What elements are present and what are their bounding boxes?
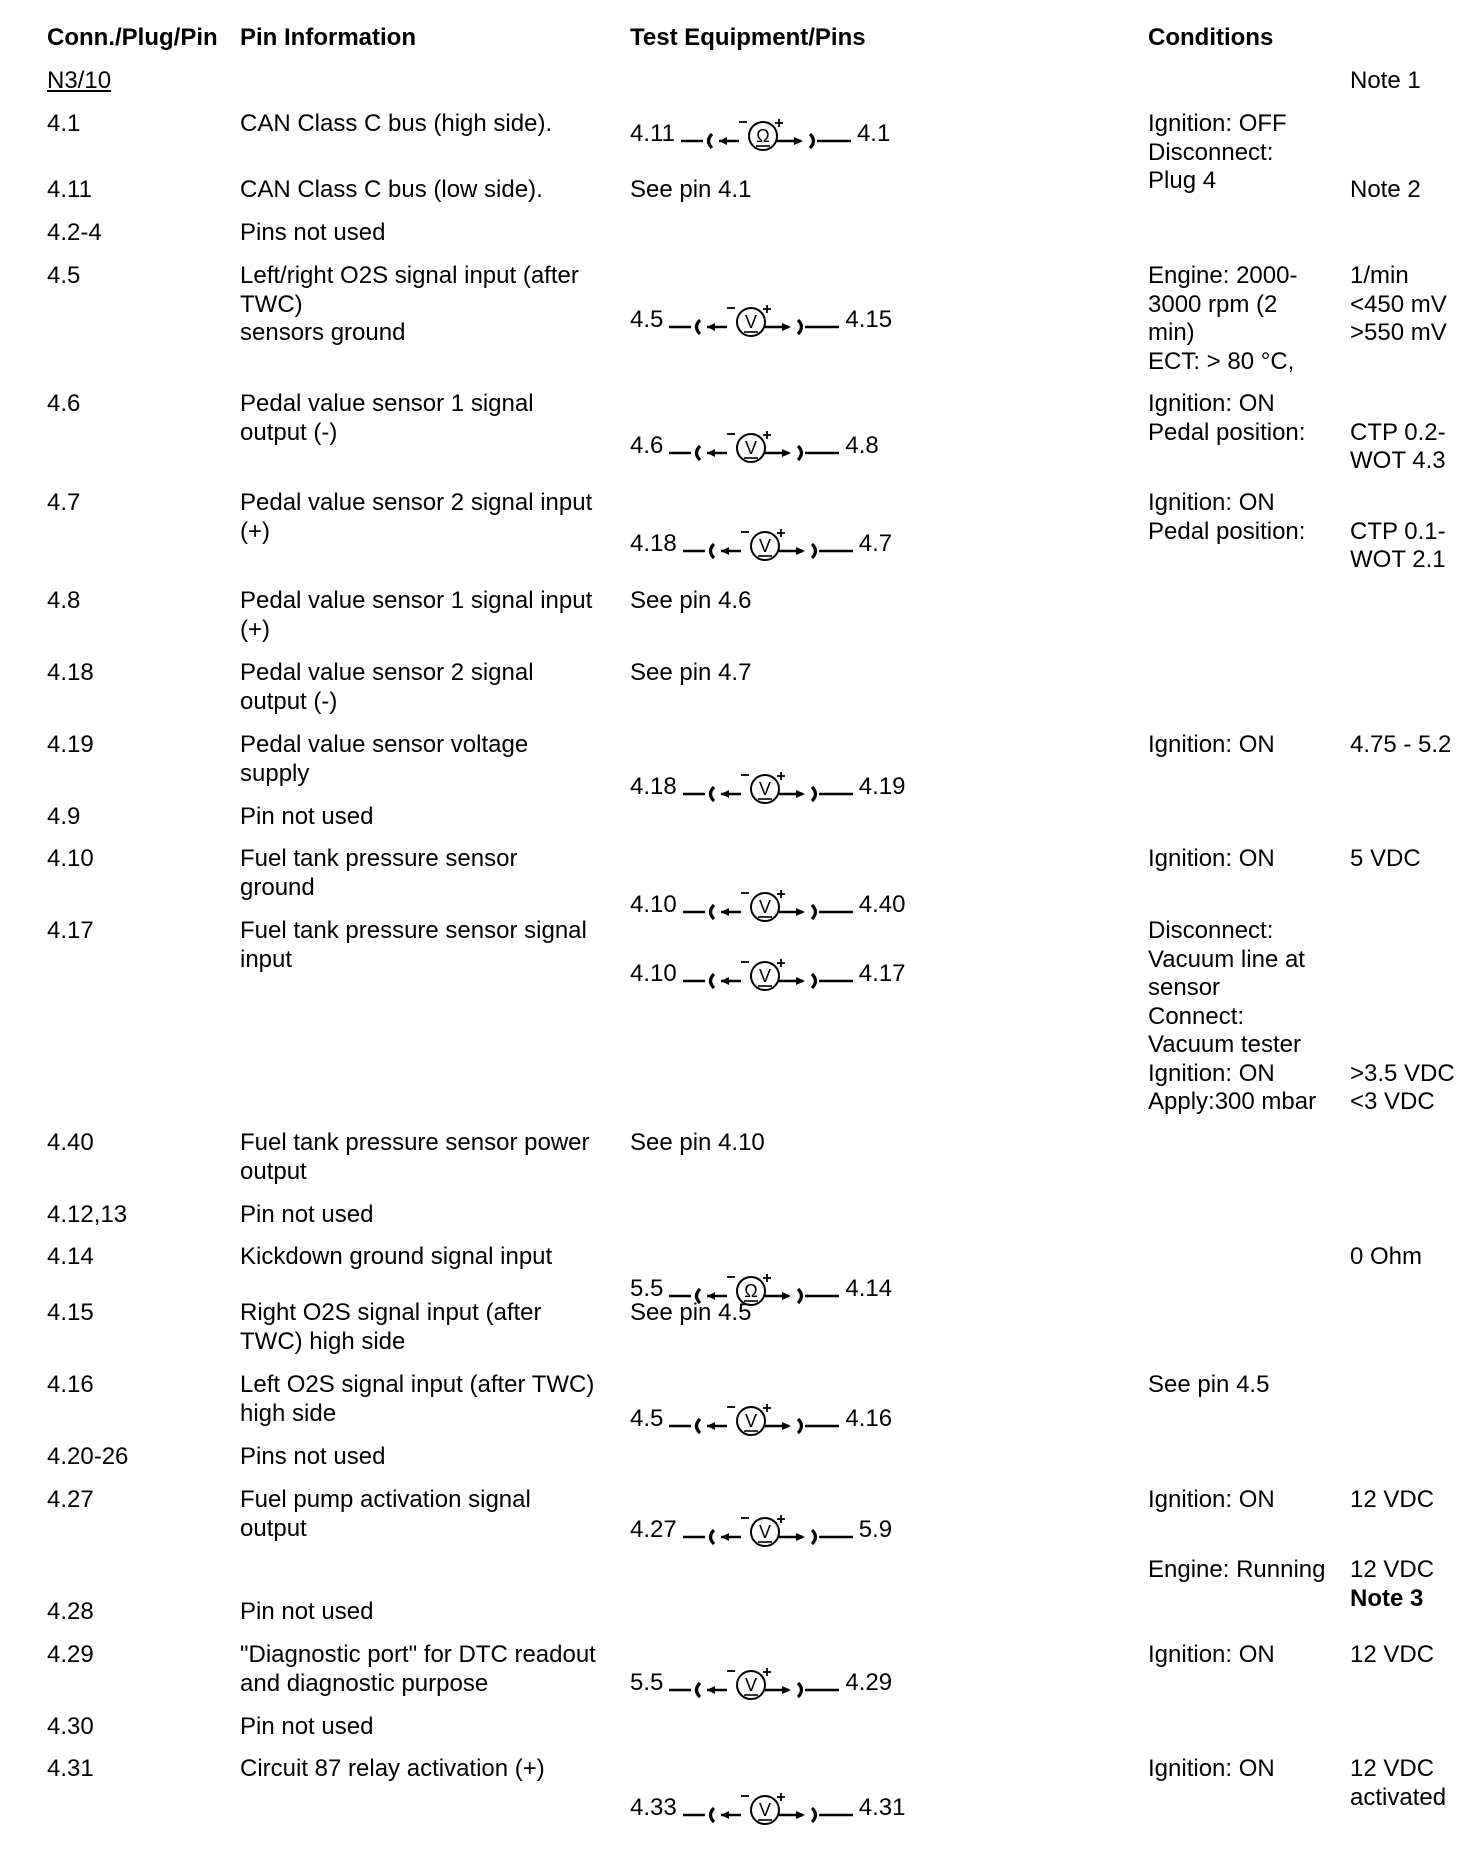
meter-connection — [630, 112, 890, 156]
meter-pin-to: 4.17 — [858, 960, 906, 987]
svg-text:V: V — [745, 1675, 758, 1695]
pin-information: "Diagnostic port" for DTC readout and diagnostic purpose — [240, 1641, 596, 1697]
test-reference: See pin 4.7 — [630, 659, 752, 686]
voltmeter-icon — [669, 298, 839, 342]
pin-information: Pin not used — [240, 1201, 374, 1228]
meter-pin-from: 4.10 — [630, 960, 677, 987]
header-conditions: Conditions — [1148, 24, 1274, 51]
pin-information: Fuel tank pressure sensor ground — [240, 845, 518, 901]
pin-information: Pin not used — [240, 1713, 374, 1740]
pin-number: 4.15 — [47, 1299, 94, 1326]
test-conditions: Engine: 2000- 3000 rpm (2 min) ECT: > 80 °C, — [1148, 262, 1298, 375]
expected-value: Note 2 — [1350, 176, 1421, 203]
svg-text:V: V — [758, 536, 771, 556]
pin-number: 4.1 — [47, 110, 81, 137]
voltmeter-icon — [683, 522, 853, 566]
meter-connection — [630, 952, 905, 996]
pin-information: Pedal value sensor 1 signal input (+) — [240, 587, 593, 643]
pin-information: Kickdown ground signal input — [240, 1243, 553, 1270]
test-conditions: Ignition: ON — [1148, 1486, 1275, 1513]
meter-connection — [630, 1508, 892, 1552]
pin-number: 4.5 — [47, 262, 81, 289]
expected-value: 12 VDC activated — [1350, 1755, 1447, 1811]
pin-number: 4.27 — [47, 1486, 94, 1513]
test-conditions: Disconnect: Vacuum line at sensor Connect: Vacuum tester Ignition: ON Apply:300 mbar — [1148, 917, 1317, 1115]
test-conditions: Ignition: ON Pedal position: — [1148, 489, 1306, 545]
meter-pin-to: 4.1 — [856, 120, 891, 147]
pin-number: 4.14 — [47, 1243, 94, 1270]
svg-text:Ω: Ω — [756, 126, 770, 146]
expected-value: 12 VDC — [1350, 1641, 1435, 1668]
pin-number: 4.7 — [47, 489, 81, 516]
expected-value: 0 Ohm — [1350, 1243, 1423, 1270]
meter-connection — [630, 1661, 892, 1705]
pin-information: Pin not used — [240, 803, 374, 830]
note-reference: Note 3 — [1350, 1584, 1424, 1612]
svg-text:V: V — [745, 312, 758, 332]
pin-number: 4.28 — [47, 1598, 94, 1625]
svg-text:V: V — [758, 897, 771, 917]
meter-pin-from: 4.33 — [630, 1794, 677, 1821]
voltmeter-icon — [683, 883, 853, 927]
pin-number: 4.19 — [47, 731, 94, 758]
header-conn: Conn./Plug/Pin — [47, 24, 218, 51]
meter-pin-from: 4.10 — [630, 891, 677, 918]
pin-information: Pins not used — [240, 219, 386, 246]
pin-number: 4.30 — [47, 1713, 94, 1740]
meter-pin-from: 5.5 — [630, 1669, 664, 1696]
header-test-equipment: Test Equipment/Pins — [630, 24, 866, 51]
pin-information: CAN Class C bus (low side). — [240, 176, 543, 203]
svg-text:V: V — [758, 779, 771, 799]
pin-information: Fuel pump activation signal output — [240, 1486, 531, 1542]
voltmeter-icon — [683, 952, 853, 996]
pin-information: Pin not used — [240, 1598, 374, 1625]
meter-pin-from: 4.5 — [630, 1405, 664, 1432]
expected-value: 1/min <450 mV >550 mV — [1350, 262, 1447, 346]
meter-connection — [630, 1786, 905, 1830]
meter-connection — [630, 883, 905, 927]
pin-information: Right O2S signal input (after TWC) high side — [240, 1299, 542, 1355]
meter-pin-from: 4.11 — [630, 120, 675, 147]
pin-number: 4.31 — [47, 1755, 94, 1782]
svg-text:V: V — [758, 966, 771, 986]
pin-number: 4.29 — [47, 1641, 94, 1668]
meter-pin-from: 4.6 — [630, 432, 664, 459]
pin-information: Pins not used — [240, 1443, 386, 1470]
meter-connection — [630, 765, 905, 809]
pin-information: Fuel tank pressure sensor power output — [240, 1129, 590, 1185]
meter-pin-to: 4.16 — [845, 1405, 893, 1432]
test-reference: See pin 4.6 — [630, 587, 752, 614]
pin-number: 4.8 — [47, 587, 81, 614]
svg-text:V: V — [758, 1800, 771, 1820]
test-conditions: Engine: Running — [1148, 1556, 1326, 1583]
test-conditions: Ignition: ON Pedal position: — [1148, 390, 1306, 446]
svg-text:V: V — [745, 1411, 758, 1431]
pin-information: CAN Class C bus (high side). — [240, 110, 553, 137]
header-pin-info: Pin Information — [240, 24, 416, 51]
voltmeter-icon — [669, 1661, 839, 1705]
pin-information: Left/right O2S signal input (after TWC) sensors ground — [240, 262, 579, 346]
meter-pin-from: 4.27 — [630, 1516, 677, 1543]
pin-number: 4.11 — [47, 176, 92, 203]
expected-value: Note 1 — [1350, 67, 1421, 94]
meter-pin-to: 4.14 — [845, 1275, 893, 1302]
test-conditions: Ignition: ON — [1148, 1641, 1275, 1668]
meter-pin-to: 4.31 — [858, 1794, 906, 1821]
test-reference: See pin 4.1 — [630, 176, 752, 203]
voltmeter-icon — [683, 765, 853, 809]
meter-pin-to: 4.40 — [858, 891, 906, 918]
meter-connection — [630, 424, 879, 468]
meter-connection — [630, 1397, 892, 1441]
expected-value: CTP 0.1- WOT 2.1 — [1350, 517, 1446, 573]
svg-text:V: V — [758, 1522, 771, 1542]
expected-value: CTP 0.2- WOT 4.3 — [1350, 418, 1446, 474]
pin-number: 4.16 — [47, 1371, 94, 1398]
pin-number: 4.9 — [47, 803, 81, 830]
pin-number: 4.40 — [47, 1129, 94, 1156]
ohmmeter-icon — [681, 112, 851, 156]
expected-value: 5 VDC — [1350, 845, 1421, 872]
voltmeter-icon — [669, 424, 839, 468]
test-conditions: See pin 4.5 — [1148, 1371, 1270, 1398]
meter-pin-from: 4.18 — [630, 773, 677, 800]
meter-pin-from: 4.5 — [630, 306, 664, 333]
pin-information: Pedal value sensor 1 signal output (-) — [240, 390, 534, 446]
meter-pin-to: 4.19 — [858, 773, 906, 800]
expected-value: >3.5 VDC <3 VDC — [1350, 1059, 1455, 1115]
pin-number: 4.6 — [47, 390, 81, 417]
meter-pin-from: 4.18 — [630, 530, 677, 557]
pin-number: 4.20-26 — [47, 1443, 129, 1470]
test-conditions: Ignition: OFF Disconnect: Plug 4 — [1148, 110, 1287, 194]
meter-connection — [630, 298, 892, 342]
meter-pin-to: 4.29 — [845, 1669, 893, 1696]
voltmeter-icon — [683, 1508, 853, 1552]
pin-information: Pedal value sensor voltage supply — [240, 731, 529, 787]
connector-label: N3/10 — [47, 67, 112, 94]
meter-pin-to: 5.9 — [858, 1516, 893, 1543]
test-conditions: Ignition: ON — [1148, 845, 1275, 872]
test-reference: See pin 4.10 — [630, 1129, 765, 1156]
test-conditions: Ignition: ON — [1148, 731, 1275, 758]
pin-number: 4.10 — [47, 845, 94, 872]
expected-value: 4.75 - 5.2 — [1350, 731, 1452, 758]
expected-value: 12 VDC Note 3 — [1350, 1556, 1435, 1612]
pin-information: Left O2S signal input (after TWC) high side — [240, 1371, 595, 1427]
pin-information: Fuel tank pressure sensor signal input — [240, 917, 587, 973]
meter-pin-to: 4.15 — [845, 306, 893, 333]
pin-number: 4.2-4 — [47, 219, 102, 246]
pin-number: 4.12,13 — [47, 1201, 128, 1228]
pin-information: Circuit 87 relay activation (+) — [240, 1755, 545, 1782]
svg-text:V: V — [745, 438, 758, 458]
voltmeter-icon — [669, 1397, 839, 1441]
meter-connection — [630, 522, 892, 566]
pin-number: 4.17 — [47, 917, 94, 944]
test-reference: See pin 4.5 — [630, 1299, 752, 1326]
meter-pin-to: 4.8 — [845, 432, 879, 459]
test-conditions: Ignition: ON — [1148, 1755, 1275, 1782]
expected-value: 12 VDC — [1350, 1486, 1435, 1513]
meter-pin-to: 4.7 — [858, 530, 893, 557]
svg-text:Ω: Ω — [744, 1281, 759, 1301]
voltmeter-icon — [683, 1786, 853, 1830]
pin-information: Pedal value sensor 2 signal input (+) — [240, 489, 593, 545]
pin-information: Pedal value sensor 2 signal output (-) — [240, 659, 534, 715]
pin-number: 4.18 — [47, 659, 94, 686]
meter-pin-from: 5.5 — [630, 1275, 664, 1302]
